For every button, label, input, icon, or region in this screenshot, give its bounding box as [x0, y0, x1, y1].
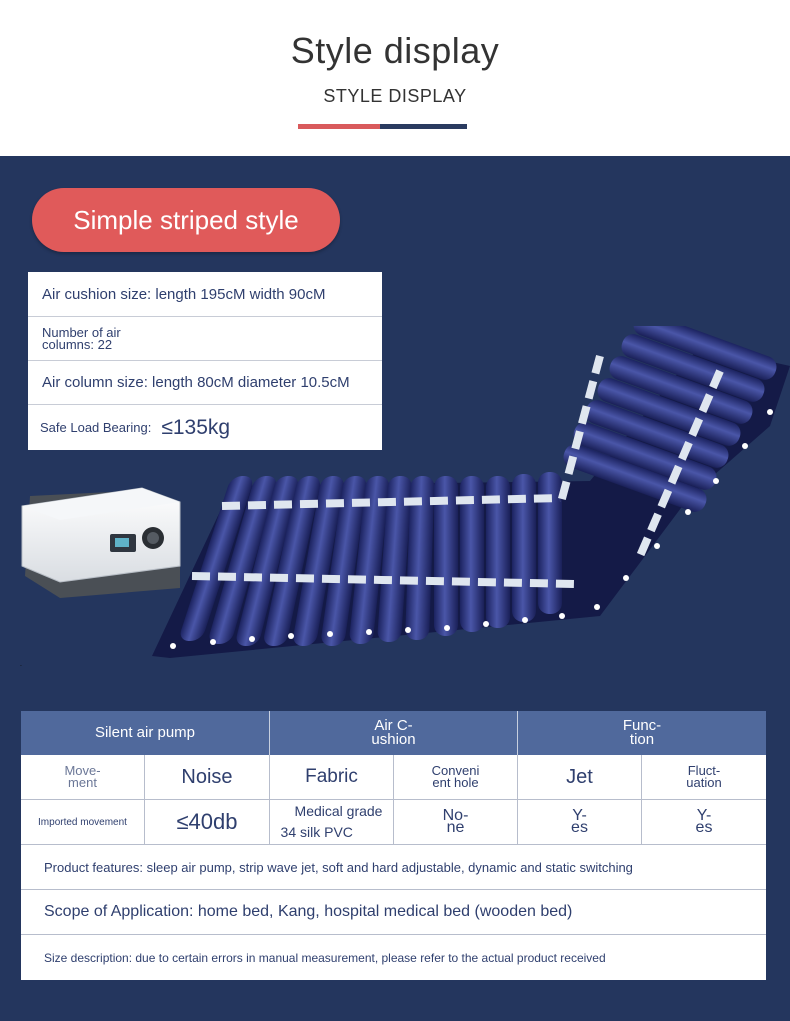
cell-fluctuation-value [642, 800, 766, 845]
cell-fluctuation-value-line2: es [695, 819, 713, 836]
spec-cushion-size: Air cushion size: length 195cM width 90cM [28, 272, 382, 317]
cell-movement-label-line1: Move- [64, 763, 101, 778]
title-underline-red [298, 124, 380, 129]
cell-fabric-value-line1: Medical grade [294, 803, 383, 819]
cell-jet-value [518, 800, 642, 845]
product-panel [0, 156, 790, 1021]
cell-jet-value-line2: es [571, 819, 588, 836]
style-badge: Simple striped style [32, 188, 340, 252]
air-columns-flat [178, 472, 562, 646]
header-air-cushion [270, 711, 518, 755]
cell-fabric-value-line2: 34 silk PVC [280, 824, 353, 840]
scope-row: Scope of Application: home bed, Kang, hospital medical bed (wooden bed) [21, 890, 766, 935]
cell-fabric-value [270, 800, 394, 845]
cell-fluctuation-value-line1: Y- [696, 807, 712, 824]
header-function [518, 711, 766, 755]
header-function-line1: Func- [622, 717, 662, 734]
spec-column-count-line1: Number of air [42, 324, 121, 340]
product-features-row: Product features: sleep air pump, strip wave jet, soft and hard adjustable, dynamic and static switching [21, 845, 766, 890]
cell-movement-value: Imported movement [21, 800, 145, 845]
cell-fluctuation-label [642, 755, 766, 800]
cell-vent-hole-label-line2: ent hole [432, 775, 479, 790]
cell-vent-hole-label-line1: Conveni [431, 763, 480, 778]
cell-noise-label: Noise [145, 755, 270, 800]
cell-jet-label: Jet [518, 755, 642, 800]
cell-jet-value-line1: Y- [572, 807, 587, 824]
page-header [0, 0, 790, 156]
spec-column-count-line2: columns: 22 [42, 336, 113, 352]
spec-column-size: Air column size: length 80cM diameter 10.5cM [28, 361, 382, 405]
cell-fluctuation-label-line1: Fluct- [687, 763, 721, 778]
header-silent-air-pump: Silent air pump [21, 711, 270, 755]
cell-movement-label [21, 755, 145, 800]
spec-load-value: ≤135kg [161, 415, 231, 439]
title-underline-blue [380, 124, 467, 129]
air-pump [0, 488, 180, 666]
header-air-cushion-line2: ushion [371, 731, 416, 748]
page-title: Style display [290, 30, 500, 71]
cell-vent-hole-label [394, 755, 518, 800]
cell-fabric-label: Fabric [270, 755, 394, 800]
cell-fluctuation-label-line2: uation [686, 775, 722, 790]
header-function-line2: tion [629, 731, 655, 748]
mattress-illustration [0, 326, 790, 666]
cell-movement-label-line2: ment [68, 775, 97, 790]
header-air-cushion-line1: Air C- [374, 717, 413, 734]
page-subtitle: STYLE DISPLAY [323, 86, 467, 106]
cell-noise-value: ≤40db [145, 800, 270, 845]
size-note-row: Size description: due to certain errors in manual measurement, please refer to the actual product received [21, 935, 766, 980]
spec-table [21, 711, 766, 981]
spec-load-label: Safe Load Bearing: [40, 420, 152, 435]
cell-vent-hole-value-line2: ne [446, 819, 465, 836]
cell-vent-hole-value [394, 800, 518, 845]
cell-vent-hole-value-line1: No- [442, 807, 469, 824]
